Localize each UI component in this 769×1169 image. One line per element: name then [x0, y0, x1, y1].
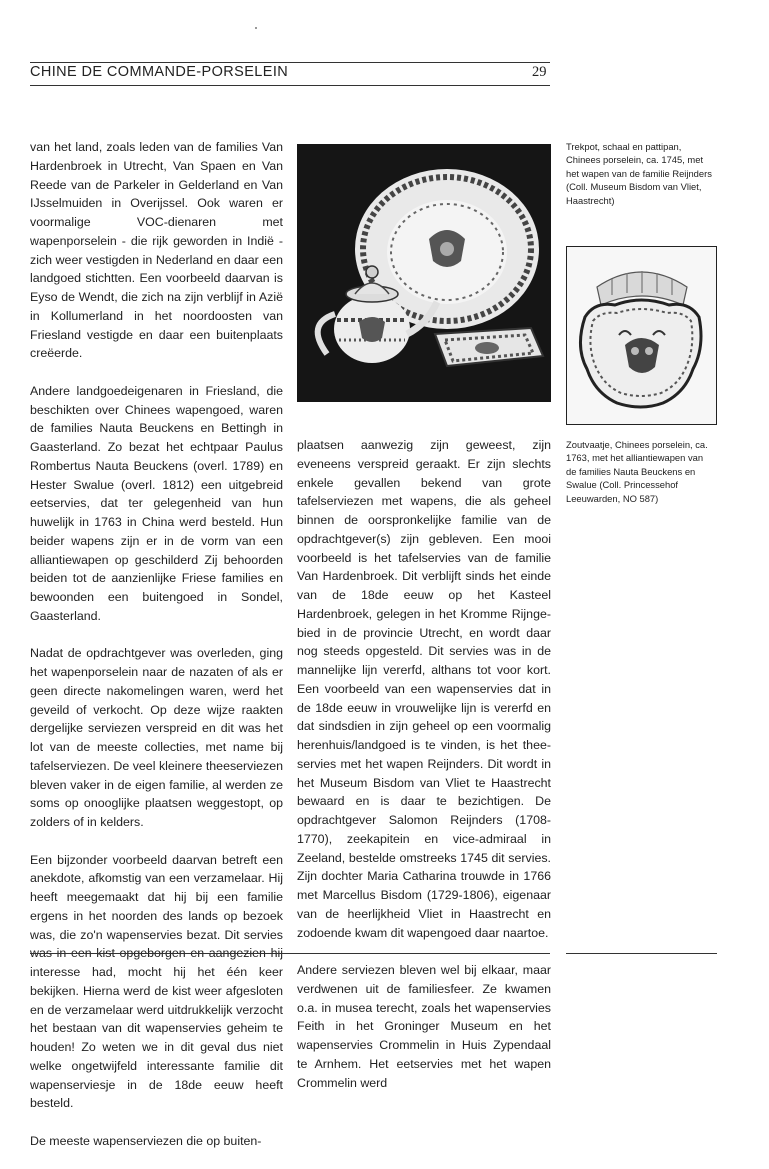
paragraph: Een bijzonder voorbeeld daarvan betreft een anekdote, afkomstig van een verzamelaar. Hij heeft meegemaakt dat hij bij een familie ergens in het noorden des lands op bezoek was, die zo'n wapenservies bezat. Dit servies was in een kist opgeborgen en aangezien hij interesse had, mocht hij het één keer bekijken. Hierna werd de kist weer afgesloten en de verzamelaar werd uitdrukkelijk verzocht het bestaan van dit wapenservies geheim te houden! Zo weten we in dit geval dus niet welke ongetwijfeld interessante familie dit wapenserviesje in de 18de eeuw heeft besteld.: [30, 852, 283, 1111]
header-rule-top: [30, 62, 550, 63]
photo-caption: Zoutvaatje, Chinees porselein, ca. 1763, met het alliantiewapen van de families Nauta Beuckens en Swalue (Coll. Princessehof Leeuwarden, NO 587): [566, 439, 708, 504]
footer-rule: [30, 953, 550, 954]
page-number: 29: [532, 64, 547, 80]
text-column-left: [30, 138, 283, 1169]
text-column-middle: [297, 436, 551, 1111]
photo-teapot-dish-pattipan: [297, 144, 551, 402]
paragraph: Andere landgoedeigenaren in Friesland, die beschikten over Chinees wapengoed, waren de families Nauta Beuckens en Bettingh in Gaasterland. Zo bezat het echtpaar Paulus Rombertus Nauta Beuckens (overl. 1789) en Hester Swalue (overl. 1812) een uitgebreid eetservies, dat ter gelegenheid van hun huwelijk in 1763 in China werd besteld. Hun beider wapens zijn er in de vorm van een alliantiewapen op geschilderd Zij behoorden beiden tot de aanzienlijke Friese families en bewoonden een buitengoed in Sondel, Gaasterland.: [30, 383, 283, 623]
paragraph: Nadat de opdrachtgever was overleden, ging het wapenporselein naar de nazaten of als er geen directe nakomelingen waren, werd het geveild of verkocht. Op deze wijze raakten dergelijke serviezen verspreid en dit was het lot van de meeste collecties, met name bij tafelserviezen. De veel kleinere theeserviezen bleven vaker in de eigen familie, al werden ze soms op onooglijke plaatsen weggestopt, op zolders of in kelders.: [30, 646, 283, 829]
paragraph: plaatsen aanwezig zijn geweest, zijn eveneens verspreid geraakt. Er zijn slechts enkele gevallen bekend van grote tafelserviezen met wapens, die als geheel binnen de oorspronkelijke familie van de opdrachtgever(s) zijn gebleven. Een mooi voorbeeld is het tafelservies van de familie Van Hardenbroek. Dit verblijft sinds het einde van de 18de eeuw op het Kasteel Hardenbroek, gelegen in het Kromme Rijngebied in de provincie Utrecht, en wordt daar nog steeds opgesteld. Dit servies was in de mannelijke lijn vererfd, althans tot voor kort. Een voorbeeld van een wapenservies dat in de 18de eeuw in vrouwelijke lijn is vererfd en dat sindsdien in zijn geheel op een voormalig herenhuis/landgoed is te vinden, is het theeservies met het wapen Reijnders. Dit wordt in het Museum Bisdom van Vliet te Haastrecht bewaard en is daar te bezichtigen. De opdrachtgever Salomon Reijnders (1708-1770), zeekapitein en vice-admiraal in Zeeland, bestelde omstreeks 1745 dit servies. Zijn dochter Maria Catharina trouwde in 1766 met Marcellus Bisdom (1729-1806), eigenaar van de heerlijkheid Vliet in Haastrecht en zodoende kwam dit wapengoed daar naartoe.: [297, 438, 551, 940]
running-header-title: CHINE DE COMMANDE-PORSELEIN: [30, 64, 289, 80]
photo-caption: Trekpot, schaal en pattipan, Chinees porselein, ca. 1745, met het wapen van de familie Reijnders (Coll. Museum Bisdom van Vliet, Haastrecht): [566, 141, 712, 206]
footer-rule-right: [566, 953, 717, 954]
paragraph: van het land, zoals leden van de families Van Hardenbroek in Utrecht, Van Spaen en Van Reede van de Parkeler in Gelderland en Van IJsselmuiden in Overijssel. Ook waren er voormalige VOC-dienaren met wapenporselein - die rijk geworden in Indië - zich weer vestigden in Nederland en daar een landgoed stichtten. Een voorbeeld daarvan is Eyso de Wendt, die zich na zijn verblijf in Azië in Kollumerland in het noordoosten van Friesland vestigde en daar een buitenplaats creëerde.: [30, 140, 283, 361]
header-rule-bottom: [30, 85, 550, 86]
paragraph: De meeste wapenserviezen die op buiten-: [30, 1133, 262, 1148]
scan-speck: [255, 27, 257, 29]
photo-salt-cellar: [566, 246, 717, 425]
paragraph: Andere serviezen bleven wel bij elkaar, maar verdwenen uit de familiesfeer. Ze kwamen o.a. in musea terecht, zoals het wapenservies Feith in het Groninger Museum en het wapenservies Crommelin in Huis Zypendaal te Arnhem. Het eetservies met het wapen Crommelin werd: [297, 963, 551, 1090]
